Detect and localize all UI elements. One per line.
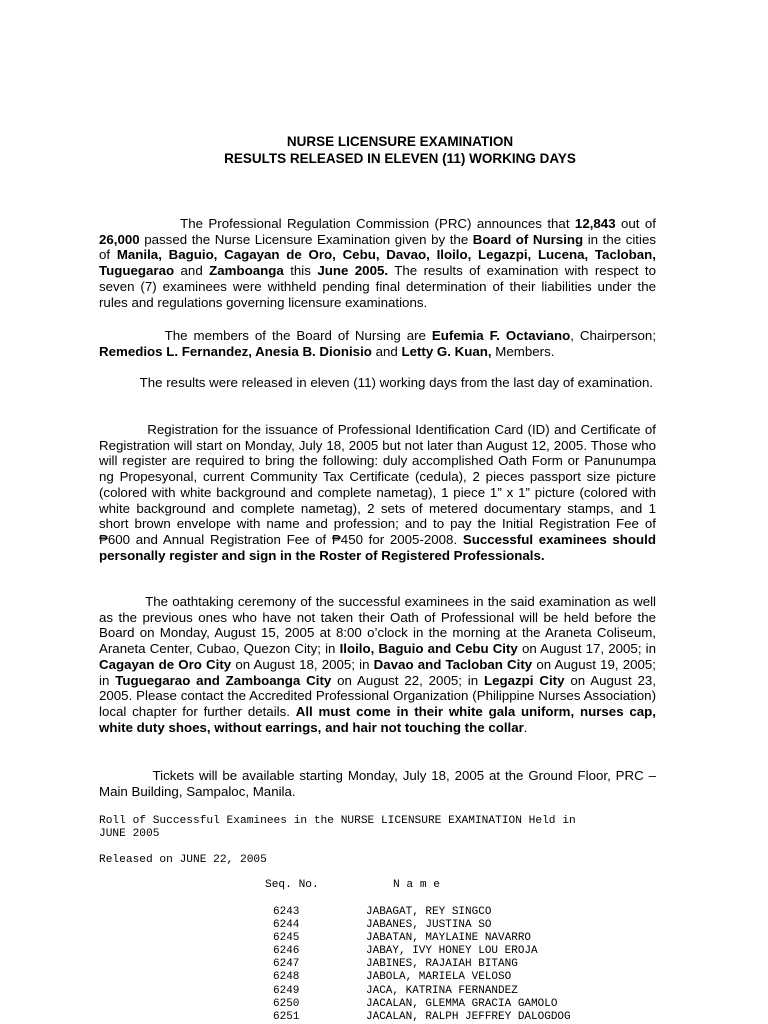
examinee-row <box>270 945 571 958</box>
paragraph-registration <box>99 422 656 563</box>
roll-release-date: Released on JUNE 22, 2005 <box>99 854 267 866</box>
bold-text-run: Letty G. Kuan, <box>401 343 492 359</box>
paragraph-board-members <box>99 328 656 359</box>
bold-text-run: Tuguegarao and Zamboanga City <box>115 672 332 688</box>
examinee-name: JABANES, JUSTINA SO <box>366 919 492 932</box>
text-run: Members. <box>491 343 555 359</box>
column-header-name: N a m e <box>393 879 440 891</box>
text-run: . <box>523 719 528 735</box>
examinee-name: JACALAN, RALPH JEFFREY DALOGDOG <box>366 1010 571 1023</box>
text-run: on August 19, 2005; in <box>99 656 656 688</box>
bold-text-run: Board of Nursing <box>472 231 584 247</box>
examinee-name: JACA, KATRINA FERNANDEZ <box>366 984 518 997</box>
column-header-seq: Seq. No. <box>265 879 319 891</box>
bold-text-run: Manila, Baguio, Cagayan de Oro, Cebu, Davao, Iloilo, Legazpi, Lucena, Tacloban, Tuguegarao <box>99 247 656 279</box>
text-run: on August 23, 2005. Please contact the Accredited Professional Organization (Philippine Nurses Association) local chapter for further details. <box>99 672 656 719</box>
examinee-seq-no: 6250 <box>273 997 300 1010</box>
examinee-seq-no: 6247 <box>273 958 300 971</box>
examinee-name: JABINES, RAJAIAH BITANG <box>366 958 518 971</box>
text-run: on August 17, 2005; in <box>517 641 656 657</box>
examinee-row <box>270 932 571 945</box>
examinee-row <box>270 985 571 998</box>
examinee-name: JACALAN, GLEMMA GRACIA GAMOLO <box>366 997 558 1010</box>
roll-heading-line-2: JUNE 2005 <box>99 828 160 841</box>
text-run: passed the Nurse Licensure Examination given by the <box>139 231 473 247</box>
paragraph-tickets <box>99 768 656 799</box>
text-run: Tickets will be available starting Monday, July 18, 2005 at the Ground Floor, PRC – Main Building, Sampaloc, Manila. <box>99 768 656 799</box>
examinee-row <box>270 958 571 971</box>
examinee-name: JABAY, IVY HONEY LOU EROJA <box>366 945 538 958</box>
examinee-row <box>270 971 571 984</box>
examinee-seq-no: 6251 <box>273 1010 300 1023</box>
bold-text-run: Eufemia F. Octaviano <box>431 328 571 343</box>
text-run: The results were released in eleven (11) working days from the last day of examination. <box>99 375 654 390</box>
bold-text-run: All must come in their white gala uniform, nurses cap, white duty shoes, without earrings, and hair not touching the collar <box>99 703 657 735</box>
bold-text-run: Iloilo, Baguio and Cebu City <box>339 641 518 657</box>
title-line-1: NURSE LICENSURE EXAMINATION <box>286 134 514 149</box>
examinee-seq-no: 6245 <box>273 932 300 945</box>
bold-text-run: June 2005. <box>317 263 389 279</box>
bold-text-run: Cagayan de Oro City <box>99 656 232 672</box>
bold-text-run: Davao and Tacloban City <box>373 656 533 672</box>
text-run: The results of examination with respect to seven (7) examinees were withheld pending final determination of their liabilities under the rules and regulations governing licensure examinations. <box>99 263 656 310</box>
bold-text-run: 26,000 <box>99 231 140 247</box>
text-run: in the cities of <box>99 231 656 263</box>
examinee-seq-no: 6244 <box>273 919 300 932</box>
examinee-name: JABATAN, MAYLAINE NAVARRO <box>366 932 532 945</box>
text-run: The members of the Board of Nursing are <box>99 328 432 343</box>
examinee-list <box>270 906 571 1024</box>
text-run: out of <box>615 216 656 231</box>
examinee-row <box>270 998 571 1011</box>
examinee-seq-no: 6246 <box>273 945 300 958</box>
paragraph-release-timing <box>99 375 656 391</box>
examinee-row <box>270 906 571 919</box>
bold-text-run: Zamboanga <box>209 263 284 279</box>
text-run: on August 22, 2005; in <box>331 672 484 688</box>
text-run: and <box>371 343 402 359</box>
text-run: The Professional Regulation Commission (PRC) announces that <box>99 216 575 231</box>
examinee-name: JABOLA, MARIELA VELOSO <box>366 971 512 984</box>
text-run: on August 18, 2005; in <box>231 656 374 672</box>
examinee-row <box>270 919 571 932</box>
examinee-name: JABAGAT, REY SINGCO <box>366 906 492 918</box>
text-run: The oathtaking ceremony of the successful examinees in the said examination as well as the previous ones who have not taken their Oath of Professional will be held before the Board on Monday, August 15, 2005 at 8:00 o’clock in the morning at the Araneta Coliseum, Araneta Center, Cubao, Quezon City; in <box>99 594 656 657</box>
text-run: Registration for the issuance of Professional Identification Card (ID) and Certificate of Registration will start on Monday, July 18, 2005 but not later than August 12, 2005. Those who will register are required to bring the following: duly accomplished Oath Form or Panunumpa ng Propesyonal, current Community Tax Certificate (cedula), 2 pieces passport size picture (colored with white background and complete nametag), 1 piece 1” x 1” picture (colored with white background and complete nametag), 2 sets of metered documentary stamps, and 1 short brown envelope with name and profession; and to pay the Initial Registration Fee of ₱600 and Annual Registration Fee of ₱450 for 2005-2008. <box>99 422 656 547</box>
paragraph-oathtaking <box>99 594 656 735</box>
document-title <box>0 134 768 167</box>
examinee-row <box>270 1011 571 1024</box>
examinee-seq-no: 6248 <box>273 971 300 984</box>
bold-text-run: Legazpi City <box>484 672 565 688</box>
examinee-seq-no: 6243 <box>273 906 300 918</box>
bold-text-run: Successful examinees should personally register and sign in the Roster of Registered Professionals. <box>99 531 656 563</box>
bold-text-run: 12,843 <box>574 216 616 231</box>
paragraph-announcement <box>99 216 656 310</box>
roll-heading-line-1: Roll of Successful Examinees in the NURSE LICENSURE EXAMINATION Held in <box>99 815 576 827</box>
text-run: this <box>283 263 318 279</box>
roll-heading <box>99 815 576 841</box>
bold-text-run: Remedios L. Fernandez, Anesia B. Dionisio <box>99 343 372 359</box>
examinee-seq-no: 6249 <box>273 984 300 997</box>
text-run: and <box>174 263 210 279</box>
text-run: , Chairperson; <box>570 328 657 343</box>
title-line-2: RESULTS RELEASED IN ELEVEN (11) WORKING DAYS <box>224 150 576 166</box>
